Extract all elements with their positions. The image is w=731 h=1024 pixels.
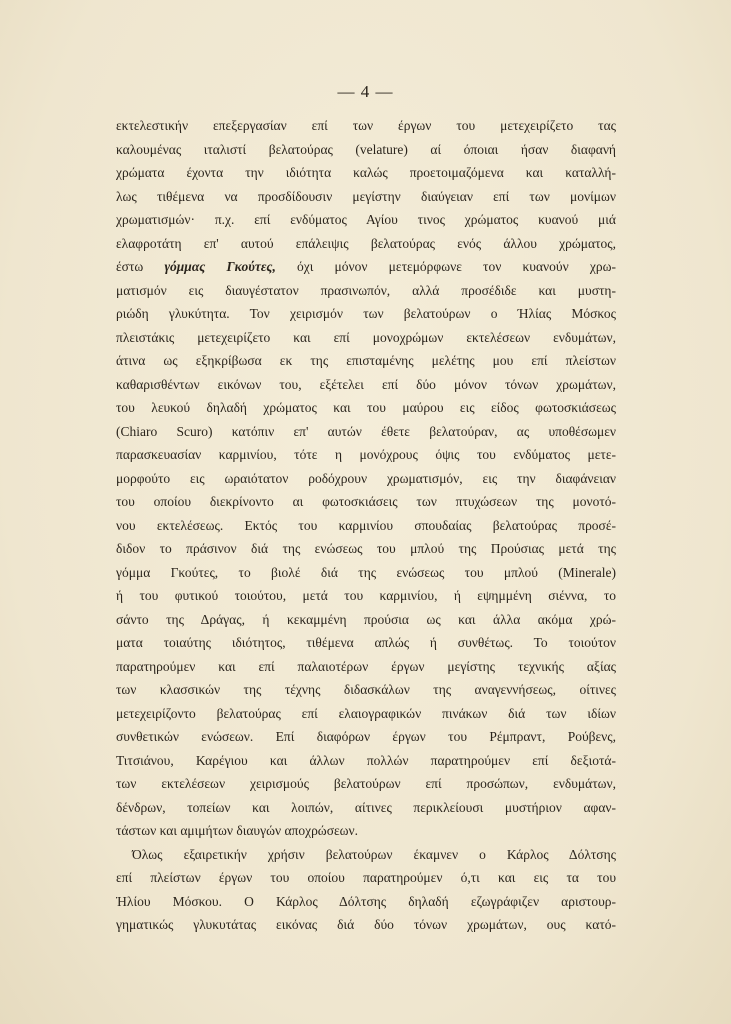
text-line: δένδρων, τοπείων και λοιπών, αίτινες περικλείουσι μυστήριον αφαν-	[116, 799, 616, 815]
body-text	[116, 114, 616, 937]
text-line: ή του φυτικού τοιούτου, μετά του καρμινίου, ή εψημμένη σιέννα, το	[116, 588, 616, 603]
text-fragment: όχι μόνον μετεμόρφωνε τον κυανούν χρω-	[275, 259, 616, 274]
text-line: εκτελεστικήν επεξεργασίαν επί των έργων του μετεχειρίζετο τας	[116, 118, 616, 133]
text-line: συνθετικών ενώσεων. Επί διαφόρων έργων του Ρέμπραντ, Ρούβενς,	[116, 729, 616, 744]
text-line: νου εκτελέσεως. Εκτός του καρμινίου σπουδαίας βελατούρας προσέ-	[116, 517, 616, 533]
text-line: Όλως εξαιρετικήν χρήσιν βελατούρων έκαμνεν ο Κάρλος Δόλτσης	[132, 846, 616, 862]
text-line: (Chiaro Scuro) κατόπιν επ' αυτών έθετε βελατούραν, ας υποθέσωμεν	[116, 423, 616, 439]
text-line: παρασκευασίαν καρμινίου, τότε η μονόχρους όψις του ενδύματος μετε-	[116, 447, 616, 462]
text-line: καθαρισθέντων εικόνων του, εξέτελει επί δύο μόνον τόνων χρωμάτων,	[116, 376, 616, 392]
text-line: μορφούτο εις ωραιότατον ροδόχρουν χρωματισμόν, εις την διαφάνειαν	[116, 470, 616, 486]
text-line: Τιτσιάνου, Καρέγιου και άλλων πολλών παρατηρούμεν επί δεξιοτά-	[116, 752, 616, 768]
emphasized-term: γόμμας Γκούτες,	[164, 259, 276, 274]
text-line: επί πλείστων έργων του οποίου παρατηρούμεν ό,τι και εις τα του	[116, 870, 616, 885]
text-line: παρατηρούμεν και επί παλαιοτέρων έργων μεγίστης τεχνικής αξίας	[116, 658, 616, 674]
text-line: ματα τοιαύτης ιδιότητος, τιθέμενα απλώς ή συνθέτως. Το τοιούτον	[116, 635, 616, 650]
text-line: ελαφροτάτη επ' αυτού επάλειψις βελατούρας ενός άλλου χρώματος,	[116, 235, 616, 251]
text-line-emphasis	[116, 255, 616, 279]
text-line: των κλασσικών της τέχνης διδασκάλων της αναγεννήσεως, οίτινες	[116, 682, 616, 697]
text-line: ματισμόν εις διαυγέστατον πρασινωπόν, αλλά προσέδιδε και μυστη-	[116, 282, 616, 298]
page-number: — 4 —	[337, 82, 394, 101]
text-fragment: έστω	[116, 259, 165, 274]
text-line: τάστων και αμιμήτων διαυγών αποχρώσεων.	[116, 823, 359, 838]
text-line: καλουμένας ιταλιστί βελατούρας (velature) αί όποιαι ήσαν διαφανή	[116, 141, 616, 157]
text-line: Ήλίου Μόσκου. Ο Κάρλος Δόλτσης δηλαδή εζωγράφιζεν αριστουρ-	[116, 893, 616, 909]
text-line: χρωματισμών· π.χ. επί ενδύματος Αγίου τινος χρώματος κυανού μιά	[116, 212, 616, 227]
text-line: γηματικώς γλυκυτάτας εικόνας διά δύο τόνων χρωμάτων, ους κατό-	[116, 917, 616, 932]
text-line: διδον το πράσινον διά της ενώσεως του μπλού της Προύσιας μετά της	[116, 541, 616, 556]
text-line: του λευκού δηλαδή χρώματος και του μαύρου εις είδος φωτοσκιάσεως	[116, 400, 616, 415]
text-line: ριώδη γλυκύτητα. Τον χειρισμόν των βελατούρων ο Ήλίας Μόσκος	[116, 306, 616, 321]
text-line: χρώματα έχοντα την ιδιότητα καλώς προετοιμαζόμενα και καταλλή-	[116, 165, 616, 180]
text-line: λως τιθέμενα να προσδίδουσιν μεγίστην διαύγειαν επί των μονίμων	[116, 188, 616, 204]
text-line: σάντο της Δράγας, ή κεκαμμένη προύσια ως και άλλα ακόμα χρώ-	[116, 611, 616, 627]
text-line: γόμμα Γκούτες, το βιολέ διά της ενώσεως του μπλού (Minerale)	[116, 564, 616, 580]
text-line: των εκτελέσεων χειρισμούς βελατούρων επί προσώπων, ενδυμάτων,	[116, 776, 616, 791]
text-line: του οποίου διεκρίνοντο αι φωτοσκιάσεις των πτυχώσεων της μονοτό-	[116, 494, 616, 509]
text-line: μετεχειρίζοντο βελατούρας επί ελαιογραφικών πινάκων διά των ιδίων	[116, 705, 616, 721]
text-line: άτινα ως εξηκρίβωσα εκ της επισταμένης μελέτης μου επί πλείστων	[116, 353, 616, 368]
text-line: πλειστάκις μετεχειρίζετο και επί μονοχρώμων εκτελέσεων ενδυμάτων,	[116, 329, 616, 345]
